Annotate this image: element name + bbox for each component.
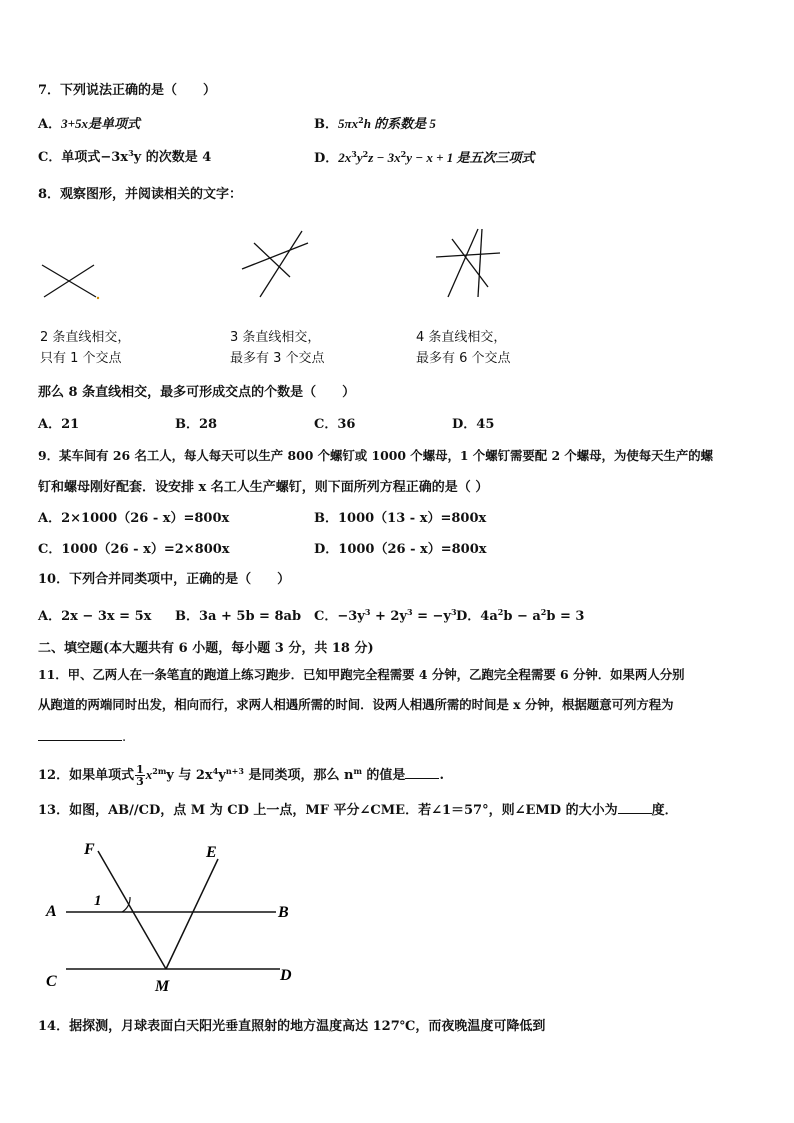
caption-two-lines-1: 2 条直线相交， (40, 330, 131, 345)
figure-parallel-lines (40, 835, 310, 995)
q7-option-d: D．$2x^3y^2z - 3x^2y - x + 1$ 是五次三项式 (314, 149, 535, 166)
q9-option-c: C．1000（26 - x）=2×800x (38, 542, 230, 557)
q12-answer-blank[interactable] (405, 766, 439, 779)
q9-option-d: D．1000（26 - x）=800x (314, 542, 487, 557)
q8-option-b: B．28 (175, 417, 218, 432)
q12-line: 12．如果单项式 $\frac{1}{3}$ $x^{2m}y$ 与 $2x^4y^{n+3}$ 是同类项，那么 $n^m$ 的值是 . (38, 763, 444, 788)
q11-answer-blank[interactable]: . (38, 728, 126, 747)
label-m: M (155, 978, 170, 995)
q7-stem: 7．下列说法正确的是（ ） (38, 83, 217, 98)
label-b: B (278, 904, 289, 921)
q13-line: 13．如图，AB//CD，点 M 为 CD 上一点，MF 平分∠CME．若∠1＝57°，则∠EMD 的大小为 度． (38, 803, 678, 818)
q8-option-c: C．36 (314, 417, 356, 432)
caption-four-lines-1: 4 条直线相交， (416, 330, 507, 345)
q9-option-b: B．1000（13 - x）=800x (314, 511, 487, 526)
q7-option-c: C．单项式$-3x^3y$ 的次数是 4 (38, 148, 212, 165)
q13-answer-blank[interactable] (618, 801, 652, 814)
label-a: A (46, 903, 57, 920)
caption-four-lines-2: 最多有 6 个交点 (416, 351, 511, 366)
q7-option-a: A．3+5x是单项式 (38, 116, 141, 132)
section-two-heading: 二、填空题(本大题共有 6 小题，每小题 3 分，共 18 分) (38, 641, 374, 656)
q10-option-b: B．3a + 5b = 8ab (175, 609, 302, 624)
q9-stem-line-1: 9．某车间有 26 名工人，每人每天可以生产 800 个螺钉或 1000 个螺母，1 个螺钉需要配 2 个螺母，为使每天生产的螺 (38, 448, 714, 463)
q10-option-c: C．$-3y^3 + 2y^3 = -y^3$ (314, 607, 457, 624)
q8-option-a: A．21 (38, 417, 80, 432)
label-f: F (84, 841, 95, 858)
q10-option-d: D．$4a^2b - a^2b = 3$ (456, 607, 585, 624)
q8-option-d: D．45 (452, 417, 495, 432)
label-d: D (280, 967, 292, 984)
figure-two-lines (38, 255, 104, 305)
label-e: E (206, 844, 217, 861)
figure-three-lines (238, 225, 312, 301)
caption-two-lines-2: 只有 1 个交点 (40, 351, 122, 366)
q10-stem: 10．下列合并同类项中，正确的是（ ） (38, 572, 291, 587)
q14-line: 14．据探测，月球表面白天阳光垂直照射的地方温度高达 127℃，而夜晚温度可降低到 (38, 1019, 546, 1034)
q8-stem: 8．观察图形，并阅读相关的文字： (38, 187, 243, 202)
caption-three-lines-2: 最多有 3 个交点 (230, 351, 325, 366)
q9-option-a: A．2×1000（26 - x）=800x (38, 511, 230, 526)
caption-three-lines-1: 3 条直线相交， (230, 330, 321, 345)
q11-line-2: 从跑道的两端同时出发，相向而行，求两人相遇所需的时间．设两人相遇所需的时间是 x 分钟，根据题意可列方程为 (38, 697, 674, 712)
q8-question: 那么 8 条直线相交，最多可形成交点的个数是（ ） (38, 385, 356, 400)
label-c: C (46, 973, 57, 990)
fraction-one-third: $\frac{1}{3}$ (136, 763, 144, 788)
q10-option-a: A．2x − 3x = 5x (38, 609, 152, 624)
label-angle-1: 1 (94, 893, 102, 909)
q11-line-1: 11．甲、乙两人在一条笔直的跑道上练习跑步．已知甲跑完全程需要 4 分钟，乙跑完全程需要 6 分钟．如果两人分别 (38, 667, 685, 682)
q9-stem-line-2: 钉和螺母刚好配套．设安排 x 名工人生产螺钉，则下面所列方程正确的是（ ） (38, 480, 489, 495)
figure-four-lines (432, 225, 504, 301)
q7-option-b: B．$5\pi x^2h$ 的系数是 5 (314, 115, 436, 132)
